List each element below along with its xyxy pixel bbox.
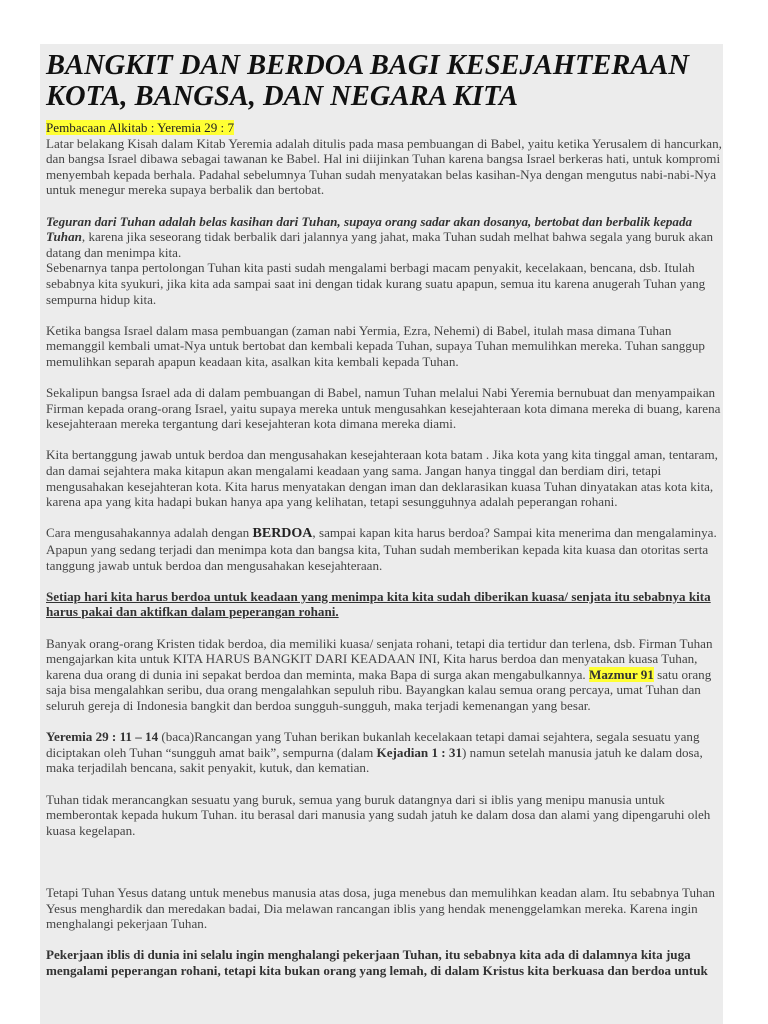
paragraph-rebuke: [46, 214, 722, 261]
paragraph-christians: [46, 636, 722, 714]
paragraph-evil-origin: Tuhan tidak merancangkan sesuatu yang buruk, semua yang buruk datangnya dari si iblis yang menipu manusia untuk memberontak kepada hukum Tuhan. itu berasal dari manusia yang sudah jatuh ke dalam dosa dan alami yang dipengaruhi oleh kuasa kegelapan.: [46, 791, 711, 838]
paragraph-grace: Sebenarnya tanpa pertolongan Tuhan kita pasti sudah mengalami berbagi macam penyakit, kecelakaan, bencana, dsb. Itulah sebabnya kita syukuri, jika kita ada sampai saat ini dengan tidak kurang suatu apapun, semua itu karena anugerah Tuhan yang sempurna hidup kita.: [46, 260, 706, 307]
document-title: BANGKIT DAN BERDOA BAGI KESEJAHTERAAN KOTA, BANGSA, DAN NEGARA KITA: [46, 50, 690, 112]
jeremiah-text-b: ) namun setelah manusia jatuh ke dalam dosa, maka terjadilah bencana, sakit penyakit, kutuk, dan kematian.: [46, 744, 703, 776]
paragraph-daily-prayer: Setiap hari kita harus berdoa untuk keadaan yang menimpa kita kita sudah diberikan kuasa/ senjata itu sebabnya kita harus pakai dan aktifkan dalam peperangan rohani.: [46, 588, 711, 620]
rebuke-emphasis: Teguran dari Tuhan adalah belas kasihan dari Tuhan, supaya orang sadar akan dosanya, bertobat dan berbalik kepada Tuhan: [46, 213, 693, 245]
scripture-reading: [46, 120, 722, 136]
christians-text-b: satu orang saja bisa mengalahkan seribu, dua orang mengalahkan sepuluh ribu. Bayangkan kalau semua orang percaya, umat Tuhan dan seluruh gereja di Indonesia bangkit dan berdoa sungguh-sungguh, maka terjadi kemenangan yang besar.: [46, 666, 712, 713]
paragraph-prophecy: Sekalipun bangsa Israel ada di dalam pembuangan di Babel, namun Tuhan melalui Nabi Yeremia bernubuat dan menyampaikan Firman kepada orang-orang Israel, yaitu supaya mereka untuk mengusahkan kesejahteraan kota dimana mereka di buang, karena kesejahteraan mereka tergantung dari kesejahteran kota dimana mereka diami.: [46, 385, 721, 432]
document-content: [46, 50, 722, 979]
jeremiah-text-a: (baca)Rancangan yang Tuhan berikan bukanlah kecelakaan tetapi damai sejahtera, segala sesuatu yang diciptakan oleh Tuhan “sungguh amat baik”, sempurna (dalam: [46, 729, 700, 760]
paragraph-exile: Ketika bangsa Israel dalam masa pembuangan (zaman nabi Yermia, Ezra, Nehemi) di Babel, itulah masa dimana Tuhan memanggil kembali umat-Nya untuk bertobat dan kembali kepada Tuhan, supaya Tuhan memulihkan mereka. Tuhan sanggup memulihkan separah apapun keadaan kita, asalkan kita kembali kepada Tuhan.: [46, 322, 705, 369]
paragraph-jeremiah: [46, 729, 722, 776]
paragraph-background: Latar belakang Kisah dalam Kitab Yeremia adalah ditulis pada masa pembuangan di Babel, yaitu ketika Yerusalem di hancurkan, dan bangsa Israel dibawa sebagai tawanan ke Babel. Hal ini diijinkan Tuhan karena bangsa Israel berkeras hati, untuk kompromi menyembah kepada berhala. Padahal sebelumnya Tuhan sudah menyatakan belas kasihan-Nya dengan mengutus nabi-nabi-Nya untuk menegur mereka supaya berbalik dan bertobat.: [46, 135, 722, 198]
scripture-reading-highlight: Pembacaan Alkitab : Yeremia 29 : 7: [46, 120, 235, 135]
genesis-reference: Kejadian 1 : 31: [376, 744, 463, 760]
pray-text-b: , sampai kapan kita harus berdoa? Sampai kita menerima dan mengalaminya. Apapun yang sedang terjadi dan menimpa kota dan bangsa kita, Tuhan sudah memberikan kepada kita kuasa dan otoritas serta tanggung jawab untuk berdoa dan mengusahakan kesejahteraan.: [46, 525, 717, 573]
paragraph-jesus: Tetapi Tuhan Yesus datang untuk menebus manusia atas dosa, juga menebus dan memulihkan keadan alam. Itu sebabnya Tuhan Yesus menghardik dan meredakan badai, Dia melawan rancangan iblis yang hendak menenggelamkan mereka. Karena ingin menghalangi pekerjaan Tuhan.: [46, 885, 715, 932]
rebuke-text: , karena jika seseorang tidak berbalik dari jalannya yang jahat, maka Tuhan sudah melhat bahwa segala yang buruk akan datang dan menimpa kita.: [46, 229, 714, 260]
jeremiah-reference: Yeremia 29 : 11 – 14: [46, 729, 159, 745]
document-page: [40, 44, 723, 1024]
paragraph-responsibility: Kita bertanggung jawab untuk berdoa dan mengusahakan kesejahteraan kota batam . Jika kota yang kita tinggal aman, tentaram, dan damai sejahtera maka kitapun akan mengalami keadaan yang sama. Jangan hanya tinggal dan berdiam diri, tetapi mengusahakan kesejahteran kota. Kita harus menyatakan dengan iman dan deklarasikan kuasa Tuhan dinyatakan atas kota kita, karena apa yang kita hadapi bukan hanya apa yang kelihatan, tetapi sesungguhnya adalah peperangan rohani.: [46, 447, 718, 510]
psalm-highlight: Mazmur 91: [588, 666, 654, 682]
paragraph-pray: [46, 525, 722, 573]
pray-text-a: Cara mengusahakannya adalah dengan: [46, 525, 253, 541]
christians-text-a: Banyak orang-orang Kristen tidak berdoa, dia memiliki kuasa/ senjata rohani, tetapi dia tertidur dan terlena, dsb. Firman Tuhan mengajarkan kita untuk KITA HARUS BANGKIT DARI KEADAAN INI, Kita harus berdoa dan menyatakan kuasa Tuhan, karena dua orang di dunia ini sepakat berdoa dan meminta, maka Bapa di surga akan mengabulkannya.: [46, 635, 713, 682]
paragraph-spiritual-warfare: Pekerjaan iblis di dunia ini selalu ingin menghalangi pekerjaan Tuhan, itu sebabnya kita ada di dalamnya kita juga mengalami peperangan rohani, tetapi kita bukan orang yang lemah, di dalam Kristus kita berkuasa dan berdoa untuk: [46, 947, 708, 979]
pray-emphasis: BERDOA: [252, 526, 313, 542]
